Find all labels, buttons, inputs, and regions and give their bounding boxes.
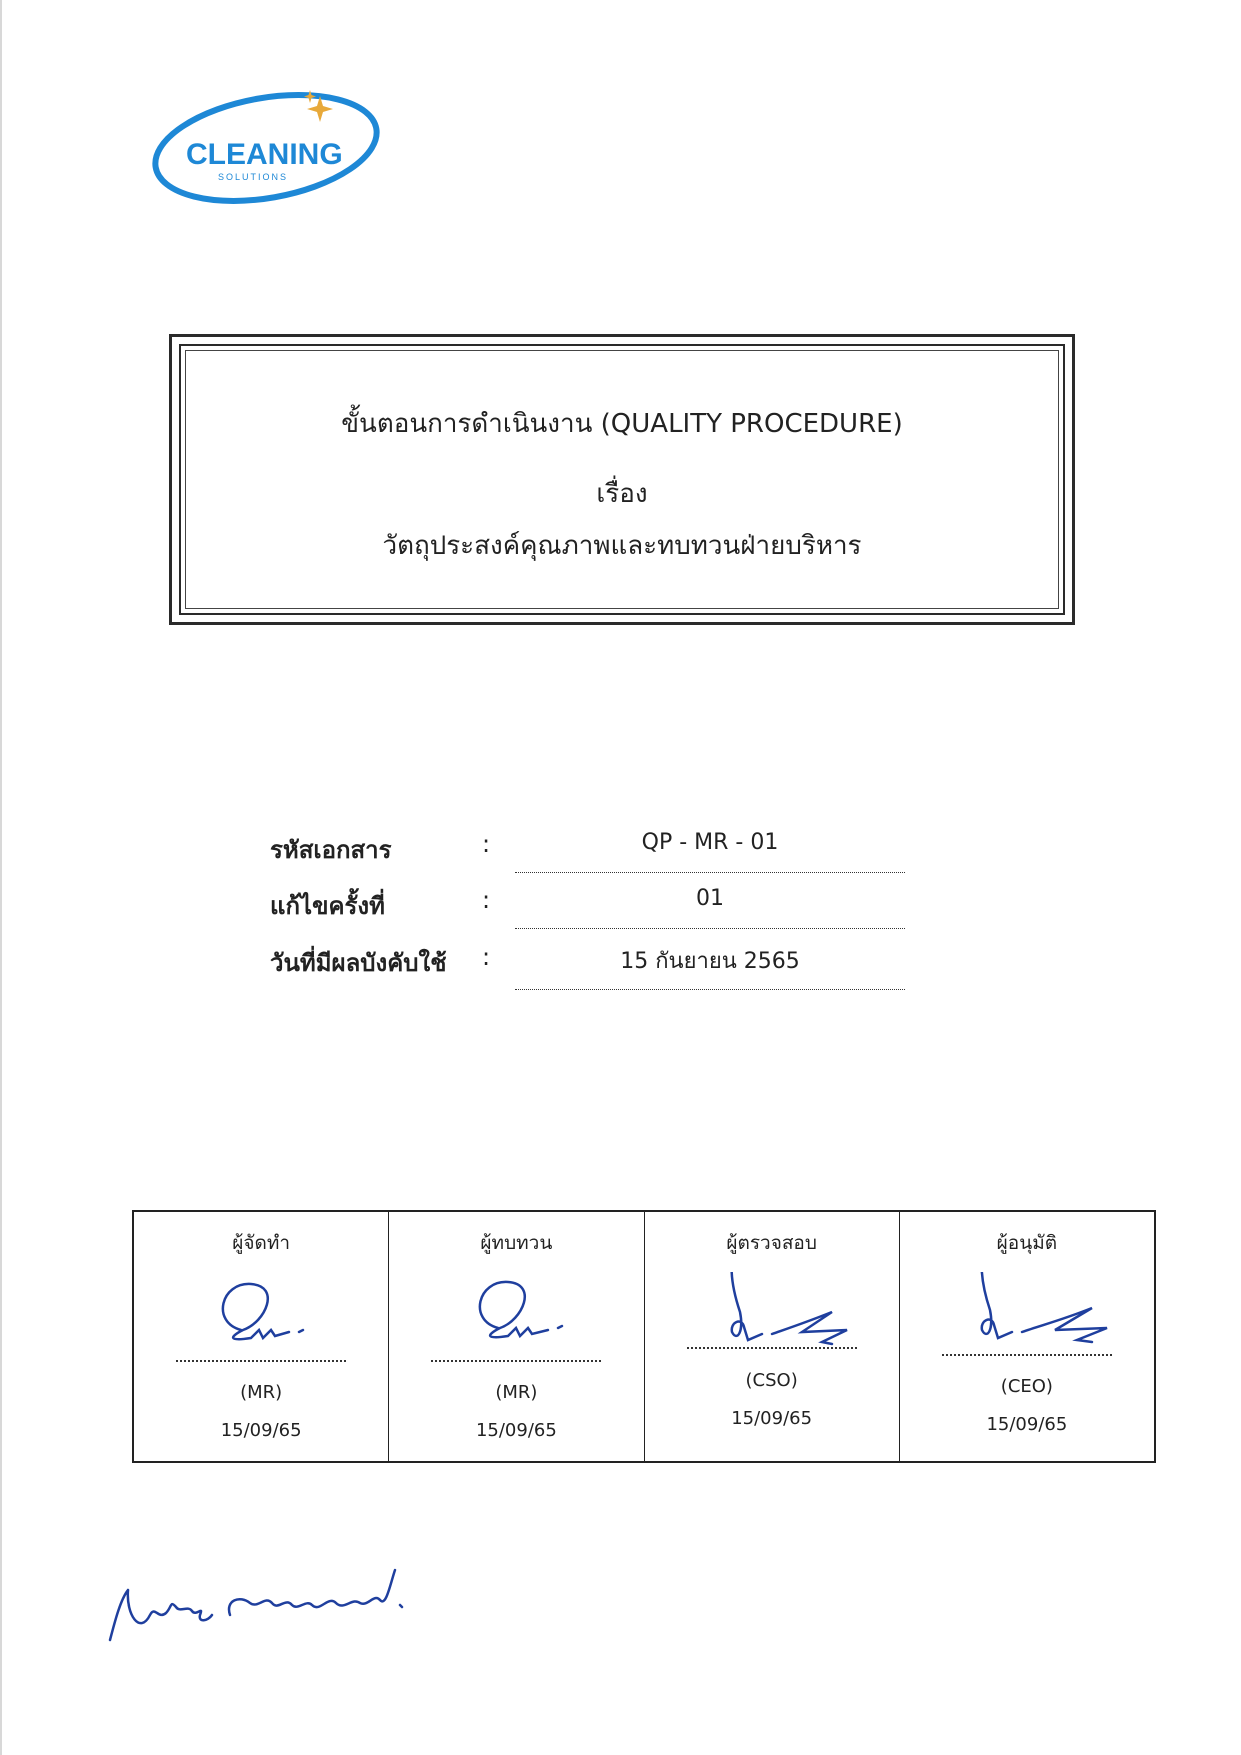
handwritten-signature [937, 1272, 1117, 1352]
document-title: ขั้นตอนการดำเนินงาน (QUALITY PROCEDURE) [341, 409, 903, 439]
info-row-document-code: รหัสเอกสาร : QP - MR - 01 [270, 830, 910, 870]
dotted-line [515, 872, 905, 873]
signature-position: (CSO) [745, 1370, 798, 1391]
svg-text:CLEANING: CLEANING [186, 138, 343, 171]
info-label: วันที่มีผลบังคับใช้ [270, 949, 447, 977]
info-value: 15 กันยายน 2565 [620, 949, 800, 974]
signature-cell-checked [645, 1212, 900, 1461]
signature-cell-prepared [134, 1212, 389, 1461]
info-row-effective-date: วันที่มีผลบังคับใช้ : 15 กันยายน 2565 [270, 943, 910, 983]
page-edge [0, 0, 2, 1755]
subject-text: วัตถุประสงค์คุณภาพและทบทวนฝ่ายบริหาร [382, 531, 862, 561]
signature-table [132, 1210, 1156, 1463]
signature-date: 15/09/65 [731, 1408, 813, 1429]
dotted-line [515, 989, 905, 990]
dotted-line [687, 1347, 857, 1349]
signature-date: 15/09/65 [220, 1420, 302, 1441]
dotted-line [942, 1354, 1112, 1356]
svg-text:SOLUTIONS: SOLUTIONS [218, 172, 289, 182]
info-label: แก้ไขครั้งที่ [270, 892, 385, 920]
signature-date: 15/09/65 [986, 1414, 1068, 1435]
signature-role: ผู้จัดทำ [232, 1232, 291, 1254]
company-logo [148, 88, 388, 206]
signature-cell-reviewed [389, 1212, 644, 1461]
info-value: QP - MR - 01 [641, 830, 779, 855]
info-row-revision: แก้ไขครั้งที่ : 01 [270, 886, 910, 926]
subject-label: เรื่อง [596, 479, 648, 509]
signature-position: (MR) [495, 1382, 538, 1403]
dotted-line [431, 1360, 601, 1362]
info-label: รหัสเอกสาร [270, 836, 392, 864]
handwritten-signature [171, 1272, 351, 1352]
handwritten-signature [426, 1272, 606, 1352]
signature-role: ผู้ทบทวน [480, 1232, 553, 1254]
signature-position: (CEO) [1000, 1376, 1053, 1397]
signature-role: ผู้อนุมัติ [996, 1232, 1058, 1254]
signature-date: 15/09/65 [475, 1420, 557, 1441]
dotted-line [515, 928, 905, 929]
info-value: 01 [696, 886, 724, 911]
signature-role: ผู้ตรวจสอบ [726, 1232, 817, 1254]
signature-cell-approved [900, 1212, 1154, 1461]
handwritten-signature-bottom [100, 1545, 440, 1655]
title-box [169, 334, 1075, 625]
handwritten-signature [682, 1272, 862, 1352]
signature-position: (MR) [240, 1382, 283, 1403]
dotted-line [176, 1360, 346, 1362]
